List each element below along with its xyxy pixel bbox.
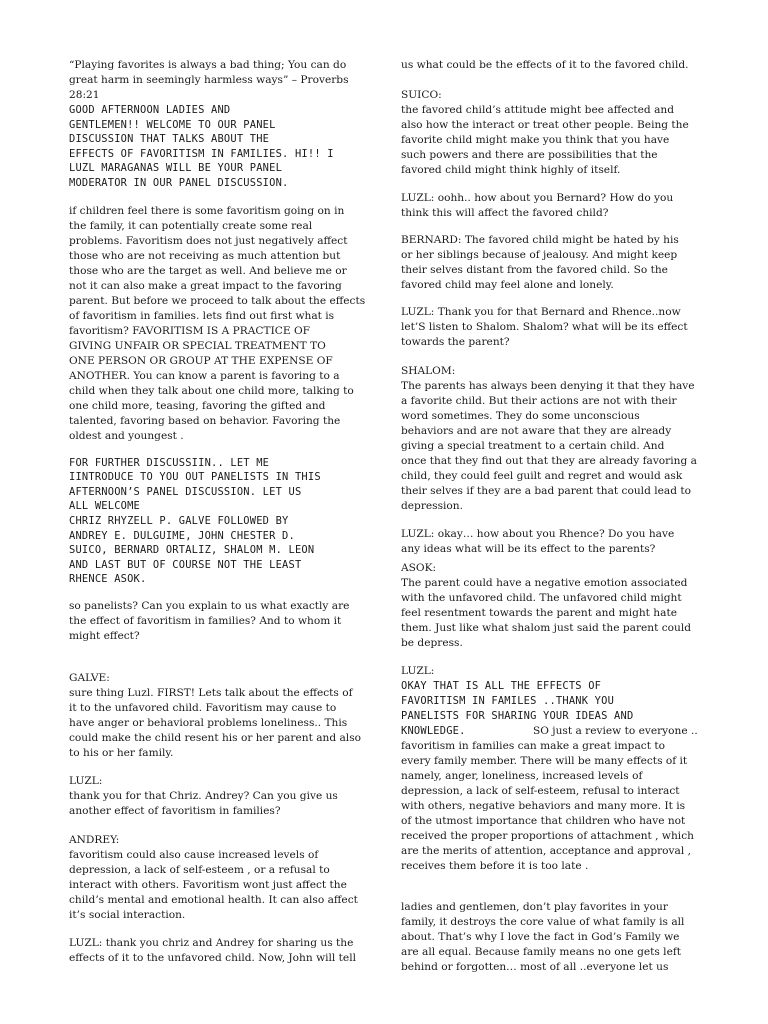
speaker-label-suico: SUICO: [401,89,442,101]
speaker-label-galve: GALVE: [69,671,110,684]
speaker-label-shalom: SHALOM: [401,365,456,377]
luzl-thanks-transition: LUZL: thank you chriz and Andrey for sharing us the effects of it to the unfavored child. Now, John will tell [69,936,356,964]
bernard-answer: BERNARD: The favored child might be hated by his or her siblings because of jealousy. And might keep their selves distant from the favored child. So the favored child may feel alone and lonely. [401,234,679,291]
right-column [401,56,699,975]
speaker-label-luzl-closing: LUZL: [401,665,435,677]
speaker-label-asok: ASOK: [401,562,437,574]
left-column [69,56,366,966]
moderator-question: so panelists? Can you explain to us what exactly are the effect of favoritism in families? And to whom it might effect? [69,599,350,642]
closing-review: SO just a review to everyone .. favoritism in families can make a great impact to every family member. There will be many effects of it namely, anger, loneliness, increased levels of depression, a lack of self-esteem, refusal to interact with others, negative behaviors and many more. It is of the utmost importance that children who have not received the proper proportions of attachment , which are the merits of attention, acceptance and approval , receives them before it is too late . [401,725,698,872]
continued-text: us what could be the effects of it to the favored child. [401,59,689,71]
luzl-question-bernard: LUZL: oohh.. how about you Bernard? How do you think this will affect the favored child? [401,192,674,219]
favoritism-intro-paragraph: if children feel there is some favoritism going on in the family, it can potentially create some real problems. Favoritism does not just negatively affect those who are not receiving as much attention but those who are the target as well. And believe me or not it can also make a great impact to the favoring parent. But before we proceed to talk about the effects of favoritism in families. lets find out first what is favoritism? FAVORITISM IS A PRACTICE OF GIVING UNFAIR OR SPECIAL TREATMENT TO ONE PERSON OR GROUP AT THE EXPENSE OF ANOTHER. You can know a parent is favoring to a child when they talk about one child more, talking to one child more, teasing, favoring the gifted and talented, favoring based on behavior. Favoring the oldest and youngest . [69,204,366,442]
luzl-question-rhence: LUZL: okay… how about you Rhence? Do you have any ideas what will be its effect to the parents? [401,528,675,555]
asok-answer: The parent could have a negative emotion associated with the unfavored child. The unfavored child might feel resentment towards the parent and might hate them. Just like what shalom just said the parent could be depress. [401,577,692,649]
panelist-introduction: FOR FURTHER DISCUSSIIN.. LET ME IINTRODUCE TO YOU OUT PANELISTS IN THIS AFTERNOON’S PANEL DISCUSSION. LET US ALL WELCOME CHRIZ RHYZELL P. GALVE FOLLOWED BY ANDREY E. DULGUIME, JOHN CHESTER D. SUICO, BERNARD ORTALIZ, SHALOM M. LEON AND LAST BUT OF COURSE NOT THE LEAST RHENCE ASOK. [69,456,321,586]
speaker-label-andrey: ANDREY: [69,833,120,846]
proverb-quote: “Playing favorites is always a bad thing; You can do great harm in seemingly harmless ways” – Proverbs 28:21 [69,59,349,101]
shalom-answer: The parents has always been denying it that they have a favorite child. But their actions are not with their word sometimes. They do some unconscious behaviors and are not aware that they are already giving a special treatment to a certain child. And once that they find out that they are already favoring a child, they could feel guilt and regret and would ask their selves if they are a bad parent that could lead to depression. [401,380,697,512]
andrey-answer: favoritism could also cause increased levels of depression, a lack of self-esteem , or a refusal to interact with others. Favoritism wont just affect the child’s mental and emotional health. It can also affect it’s social interaction. [69,848,358,921]
luzl-question-shalom: LUZL: Thank you for that Bernard and Rhence..now let’S listen to Shalom. Shalom? what will be its effect towards the parent? [401,306,688,348]
closing-remarks: ladies and gentlemen, don’t play favorites in your family, it destroys the core value of what family is all about. That’s why I love the fact in God’s Family we are all equal. Because family means no one gets left behind or forgotten… most of all ..everyone let us [401,901,685,973]
luzl-question-andrey: thank you for that Chriz. Andrey? Can you give us another effect of favoritism in families? [69,789,338,817]
galve-answer: sure thing Luzl. FIRST! Lets talk about the effects of it to the unfavored child. Favoritism may cause to have anger or behavioral problems loneliness.. This could make the child resent his or her parent and also to his or her family. [69,686,362,759]
suico-answer: the favored child’s attitude might bee affected and also how the interact or treat other people. Being the favorite child might make you think that you have such powers and there are possibilities that the favored child might think highly of itself. [401,104,689,176]
speaker-label-luzl: LUZL: [69,774,103,787]
closing-announcement: OKAY THAT IS ALL THE EFFECTS OF FAVORITISM IN FAMILES ..THANK YOU PANELISTS FOR SHARING YOUR IDEAS AND KNOWLEDGE. [401,680,634,737]
welcome-greeting: GOOD AFTERNOON LADIES AND GENTLEMEN!! WELCOME TO OUR PANEL DISCUSSION THAT TALKS ABOUT THE EFFECTS OF FAVORITISM IN FAMILIES. HI!! I LUZL MARAGANAS WILL BE YOUR PANEL MODERATOR IN OUR PANEL DISCUSSION. [69,104,334,189]
